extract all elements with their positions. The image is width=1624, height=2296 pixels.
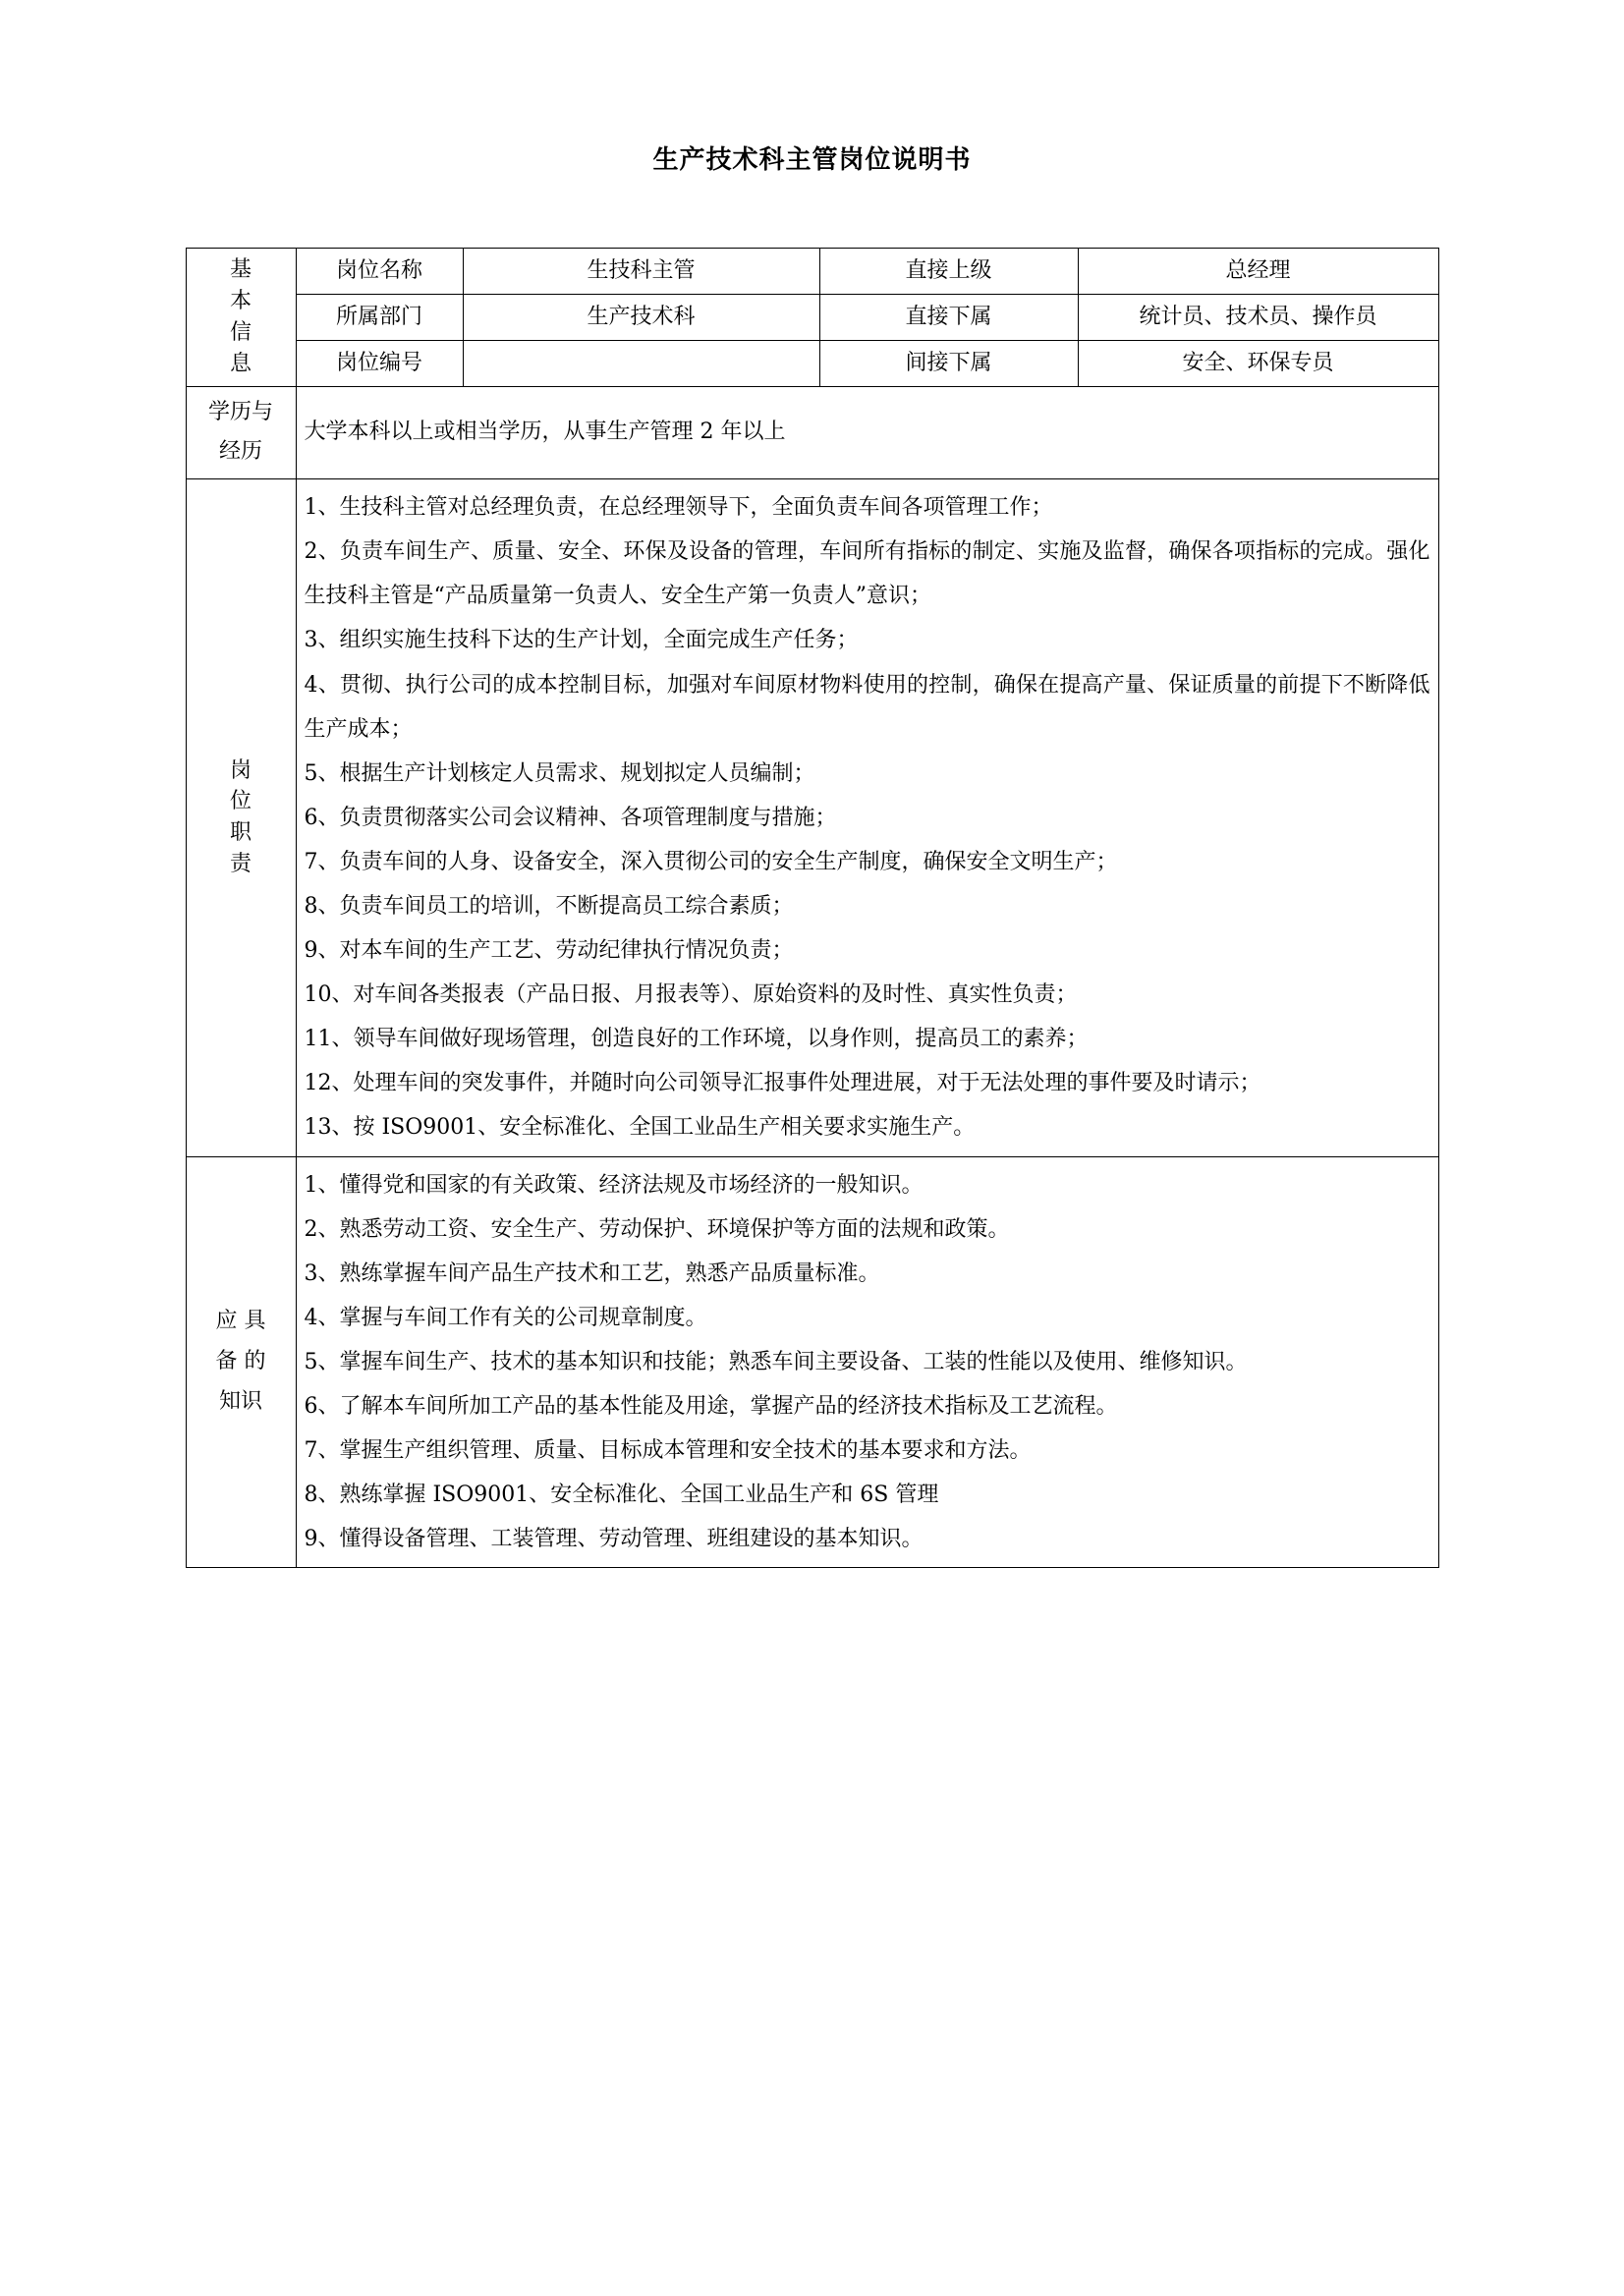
duty-item: 11、领导车间做好现场管理，创造良好的工作环境，以身作则，提高员工的素养； (304, 1027, 1089, 1052)
field-label-job-code: 岗位编号 (296, 340, 463, 386)
knowledge-item: 2、熟悉劳动工资、安全生产、劳动保护、环境保护等方面的法规和政策。 (304, 1216, 1010, 1242)
knowledge-label-line: 备 的 (215, 1349, 266, 1374)
knowledge-content (296, 1156, 1438, 1568)
field-value-direct-subordinates: 统计员、技术员、操作员 (1078, 295, 1438, 341)
duties-label (186, 479, 296, 1156)
field-value-job-code (463, 340, 819, 386)
table-row (186, 1156, 1438, 1568)
duty-item: 6、负责贯彻落实公司会议精神、各项管理制度与措施； (304, 805, 837, 830)
duty-item: 2、负责车间生产、质量、安全、环保及设备的管理，车间所有指标的制定、实施及监督，确保各项指标的完成。强化生技科主管是“产品质量第一负责人、安全生产第一负责人”意识； (304, 539, 1430, 609)
knowledge-item: 7、掌握生产组织管理、质量、目标成本管理和安全技术的基本要求和方法。 (304, 1438, 1032, 1464)
duties-label-char: 责 (229, 852, 252, 877)
knowledge-item: 6、了解本车间所加工产品的基本性能及用途，掌握产品的经济技术指标及工艺流程。 (304, 1394, 1118, 1419)
knowledge-item: 5、掌握车间生产、技术的基本知识和技能；熟悉车间主要设备、工装的性能以及使用、维修知识。 (304, 1349, 1248, 1374)
education-requirement-text: 大学本科以上或相当学历，从事生产管理 2 年以上 (296, 386, 1438, 478)
duties-label-char: 职 (229, 820, 252, 846)
knowledge-label-line: 应 具 (215, 1309, 266, 1334)
duties-label-char: 位 (229, 789, 252, 814)
table-row (186, 295, 1438, 341)
duty-item: 13、按 ISO9001、安全标准化、全国工业品生产相关要求实施生产。 (304, 1115, 976, 1141)
field-label-direct-subordinates: 直接下属 (819, 295, 1078, 341)
knowledge-item: 1、懂得党和国家的有关政策、经济法规及市场经济的一般知识。 (304, 1172, 924, 1198)
page-title: 生产技术科主管岗位说明书 (652, 145, 972, 175)
duty-item: 10、对车间各类报表（产品日报、月报表等）、原始资料的及时性、真实性负责； (304, 982, 1078, 1008)
knowledge-label-line: 知识 (218, 1388, 262, 1414)
education-label-line: 经历 (218, 439, 262, 465)
knowledge-item: 3、熟练掌握车间产品生产技术和工艺，熟悉产品质量标准。 (304, 1260, 880, 1286)
duty-item: 5、根据生产计划核定人员需求、规划拟定人员编制； (304, 760, 815, 786)
table-row (186, 479, 1438, 1156)
field-label-department: 所属部门 (296, 295, 463, 341)
field-value-direct-superior: 总经理 (1078, 249, 1438, 295)
knowledge-item: 9、懂得设备管理、工装管理、劳动管理、班组建设的基本知识。 (304, 1527, 924, 1552)
duty-item: 8、负责车间员工的培训，不断提高员工综合素质； (304, 893, 794, 919)
duties-label-char: 岗 (229, 757, 252, 783)
duty-item: 4、贯彻、执行公司的成本控制目标，加强对车间原材物料使用的控制，确保在提高产量、保证质量的前提下不断降低生产成本； (304, 672, 1430, 742)
duty-item: 3、组织实施生技科下达的生产计划，全面完成生产任务； (304, 628, 859, 653)
knowledge-item: 4、掌握与车间工作有关的公司规章制度。 (304, 1305, 707, 1330)
knowledge-item: 8、熟练掌握 ISO9001、安全标准化、全国工业品生产和 6S 管理 (304, 1483, 939, 1508)
duty-item: 12、处理车间的突发事件，并随时向公司领导汇报事件处理进展，对于无法处理的事件要及时请示； (304, 1071, 1261, 1096)
education-label (186, 386, 296, 478)
duties-content (296, 479, 1438, 1156)
basic-info-label-char: 息 (229, 351, 252, 376)
field-value-department: 生产技术科 (463, 295, 819, 341)
field-label-direct-superior: 直接上级 (819, 249, 1078, 295)
basic-info-label-char: 信 (229, 319, 252, 345)
education-label-line: 学历与 (207, 399, 273, 424)
job-description-table (186, 248, 1439, 1568)
basic-info-label-char: 基 (229, 257, 252, 283)
field-label-indirect-subordinates: 间接下属 (819, 340, 1078, 386)
basic-info-label-char: 本 (229, 289, 252, 314)
field-value-indirect-subordinates: 安全、环保专员 (1078, 340, 1438, 386)
field-label-job-title: 岗位名称 (296, 249, 463, 295)
table-row (186, 249, 1438, 295)
basic-info-label (186, 249, 296, 387)
knowledge-label (186, 1156, 296, 1568)
table-row (186, 386, 1438, 478)
duty-item: 7、负责车间的人身、设备安全，深入贯彻公司的安全生产制度，确保安全文明生产； (304, 849, 1118, 874)
duty-item: 9、对本车间的生产工艺、劳动纪律执行情况负责； (304, 938, 794, 964)
field-value-job-title: 生技科主管 (463, 249, 819, 295)
table-row (186, 340, 1438, 386)
duty-item: 1、生技科主管对总经理负责，在总经理领导下，全面负责车间各项管理工作； (304, 495, 1053, 521)
